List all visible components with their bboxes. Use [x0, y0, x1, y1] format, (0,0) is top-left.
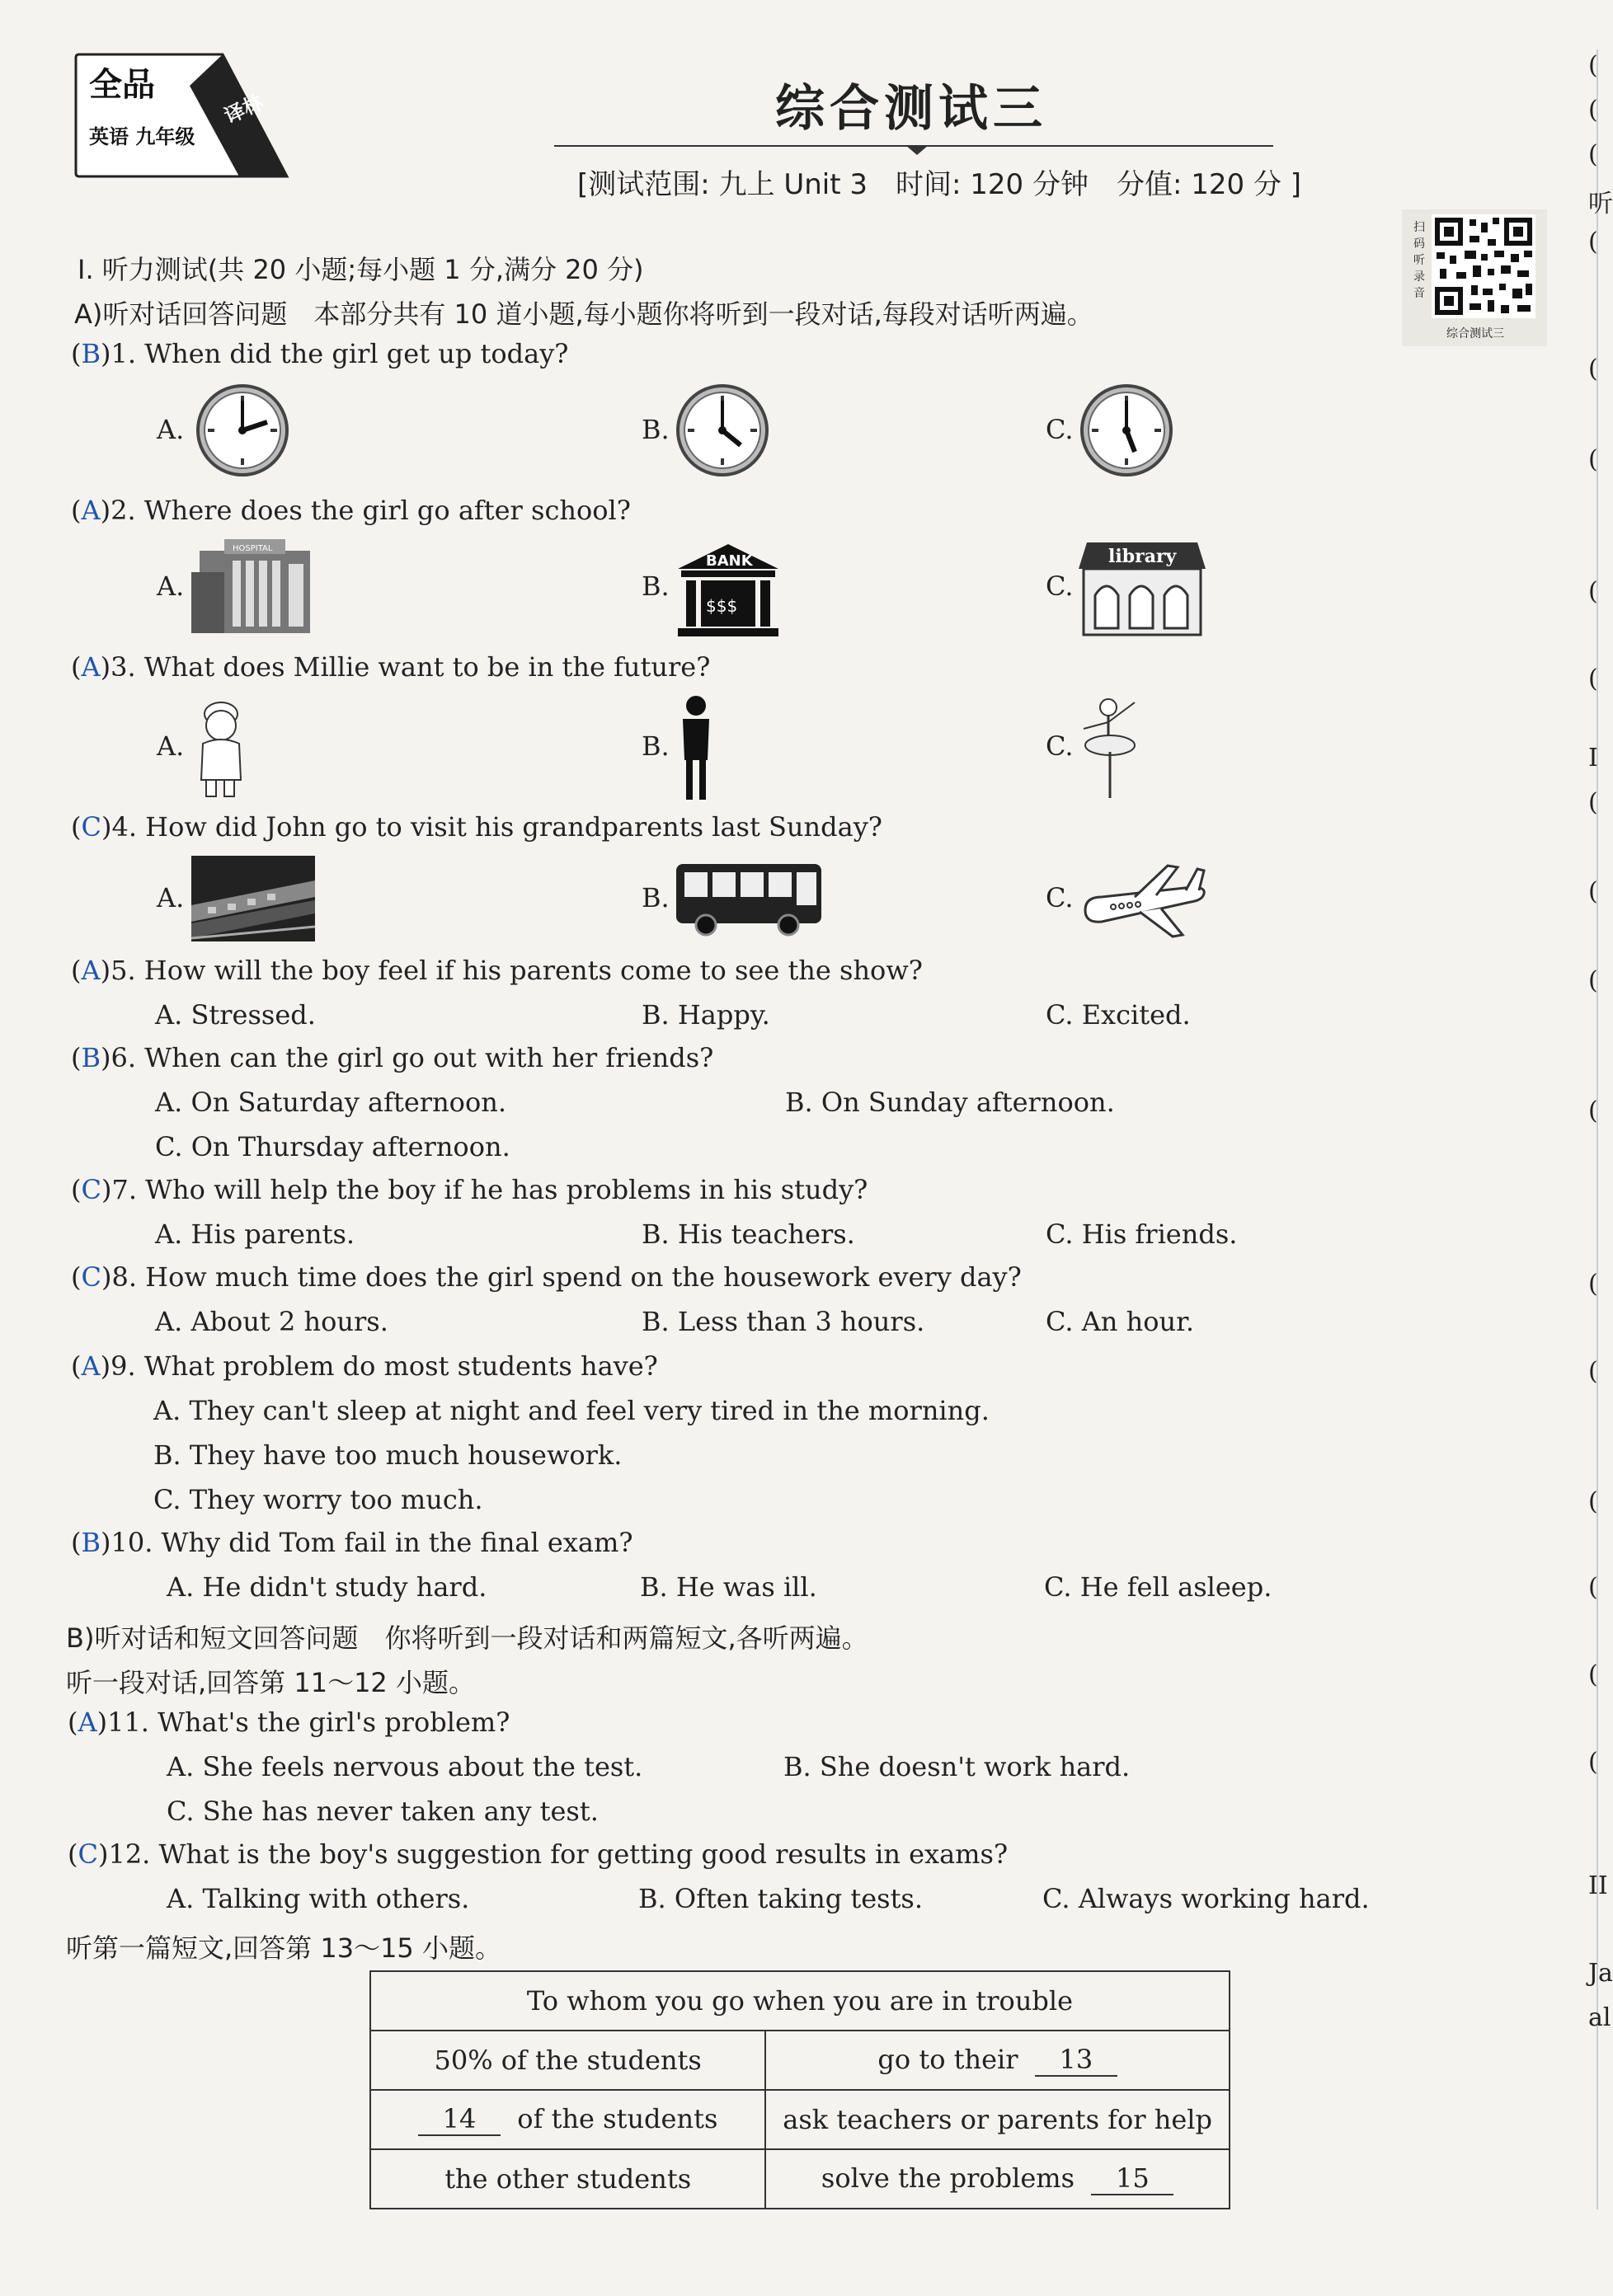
- edge-fragment: 听: [1588, 190, 1613, 218]
- edge-paren: (: [1588, 51, 1598, 80]
- q2-option-a-label[interactable]: A.: [157, 570, 185, 602]
- answer-8[interactable]: C: [81, 1261, 101, 1293]
- qr-side-text: 扫码听录音: [1413, 221, 1425, 300]
- trouble-table: [369, 1970, 1230, 2209]
- blank-15[interactable]: 15: [1091, 2162, 1173, 2195]
- bank-money-sign: $$$: [706, 596, 738, 616]
- blank-13[interactable]: 13: [1035, 2044, 1117, 2077]
- answer-9[interactable]: A: [81, 1350, 101, 1382]
- q4-option-a-label[interactable]: A.: [157, 882, 185, 913]
- edge-paren: (: [1588, 1573, 1598, 1602]
- table-r1c2: go to their 13: [765, 2031, 1230, 2090]
- q4-option-b-label[interactable]: B.: [642, 882, 670, 913]
- edge-fragment: al: [1588, 2003, 1611, 2032]
- table-r1c1: 50% of the students: [370, 2031, 765, 2090]
- edge-paren: (: [1588, 1487, 1598, 1516]
- q11-option-c[interactable]: C. She has never taken any test.: [167, 1796, 599, 1827]
- q6-option-b[interactable]: B. On Sunday afternoon.: [785, 1087, 1115, 1118]
- edge-roman: II: [1588, 1871, 1608, 1900]
- q12-option-a[interactable]: A. Talking with others.: [167, 1883, 470, 1914]
- question-4: (C)4. How did John go to visit his grandparents last Sunday?: [71, 811, 882, 843]
- q6-option-c[interactable]: C. On Thursday afternoon.: [155, 1131, 510, 1162]
- q2-option-b-label[interactable]: B.: [642, 570, 670, 602]
- question-3: (A)3. What does Millie want to be in the future?: [71, 651, 711, 683]
- qr-caption: 综合测试三: [1446, 327, 1504, 340]
- q10-option-c[interactable]: C. He fell asleep.: [1044, 1571, 1272, 1603]
- question-6: (B)6. When can the girl go out with her friends?: [71, 1042, 714, 1073]
- badge-grade: 英语 九年级: [89, 125, 195, 148]
- edge-paren: (: [1588, 1660, 1598, 1689]
- question-10: (B)10. Why did Tom fail in the final exam?: [71, 1527, 633, 1558]
- edge-paren: (: [1588, 664, 1598, 693]
- badge-publisher: 译林: [221, 90, 267, 129]
- q12-option-b[interactable]: B. Often taking tests.: [638, 1883, 924, 1914]
- badge-brand: 全品: [89, 66, 155, 104]
- bus-icon[interactable]: [673, 856, 823, 938]
- question-2: (A)2. Where does the girl go after school?: [71, 495, 631, 526]
- subway-icon[interactable]: [191, 856, 315, 941]
- question-1: (B)1. When did the girl get up today?: [71, 338, 569, 369]
- edge-fragment: Ja: [1588, 1959, 1613, 1988]
- q6-option-a[interactable]: A. On Saturday afternoon.: [155, 1087, 506, 1118]
- edge-paren: (: [1588, 228, 1598, 256]
- edge-paren: (: [1588, 877, 1598, 906]
- title-rule-marker: [905, 145, 929, 155]
- page-title: 综合测试三: [775, 80, 1047, 138]
- edge-roman: I: [1588, 744, 1598, 772]
- q3-option-b-label[interactable]: B.: [642, 730, 670, 762]
- question-5: (A)5. How will the boy feel if his parents come to see the show?: [71, 955, 923, 986]
- table-r3c2: solve the problems 15: [765, 2149, 1230, 2209]
- q9-option-a[interactable]: A. They can't sleep at night and feel very tired in the morning.: [153, 1395, 990, 1426]
- answer-12[interactable]: C: [78, 1838, 98, 1870]
- bank-sign: BANK: [706, 552, 753, 570]
- q10-option-b[interactable]: B. He was ill.: [640, 1571, 817, 1603]
- edge-paren: (: [1588, 354, 1598, 383]
- answer-2[interactable]: A: [81, 495, 101, 526]
- q8-option-c[interactable]: C. An hour.: [1046, 1306, 1195, 1337]
- hospital-icon[interactable]: [191, 539, 318, 636]
- dialog-intro: 听一段对话,回答第 11～12 小题。: [66, 1667, 475, 1698]
- q1-option-c-label[interactable]: C.: [1046, 414, 1074, 445]
- q8-option-a[interactable]: A. About 2 hours.: [155, 1306, 388, 1337]
- table-header: To whom you go when you are in trouble: [370, 1971, 1230, 2031]
- svg-text:英语 九年级: [89, 125, 195, 148]
- q4-option-c-label[interactable]: C.: [1046, 882, 1074, 913]
- edge-paren: (: [1588, 1748, 1598, 1777]
- q11-option-b[interactable]: B. She doesn't work hard.: [783, 1751, 1131, 1782]
- library-icon[interactable]: [1077, 538, 1207, 638]
- answer-10[interactable]: B: [81, 1527, 101, 1558]
- q12-option-c[interactable]: C. Always working hard.: [1042, 1883, 1370, 1914]
- answer-11[interactable]: A: [78, 1707, 97, 1738]
- passage1-intro: 听第一篇短文,回答第 13～15 小题。: [66, 1932, 501, 1964]
- q1-option-a-label[interactable]: A.: [157, 414, 185, 445]
- edge-paren: (: [1588, 140, 1598, 169]
- qr-panel[interactable]: [1402, 209, 1547, 346]
- svg-text:BANK: [706, 552, 754, 570]
- q9-option-c[interactable]: C. They worry too much.: [153, 1484, 483, 1515]
- blank-14[interactable]: 14: [418, 2103, 501, 2136]
- edge-paren: (: [1588, 445, 1598, 474]
- q8-option-b[interactable]: B. Less than 3 hours.: [642, 1306, 925, 1337]
- q11-option-a[interactable]: A. She feels nervous about the test.: [167, 1751, 643, 1782]
- q7-option-c[interactable]: C. His friends.: [1046, 1218, 1238, 1250]
- edge-paren: (: [1588, 788, 1598, 817]
- q10-option-a[interactable]: A. He didn't study hard.: [167, 1571, 487, 1603]
- partA-instructions: A)听对话回答问题 本部分共有 10 道小题,每小题你将听到一段对话,每段对话听两遍。: [74, 298, 1093, 330]
- svg-text:library: [1108, 546, 1178, 567]
- section1-heading: Ⅰ. 听力测试(共 20 小题;每小题 1 分,满分 20 分): [78, 254, 644, 285]
- q7-option-b[interactable]: B. His teachers.: [642, 1218, 855, 1250]
- q7-option-a[interactable]: A. His parents.: [155, 1218, 355, 1250]
- edge-paren: (: [1588, 1270, 1598, 1298]
- series-badge: [74, 53, 289, 180]
- clock-b-icon[interactable]: [675, 383, 770, 478]
- nurse-icon[interactable]: [191, 694, 249, 798]
- clock-c-icon[interactable]: [1079, 383, 1174, 478]
- svg-text:全品: [89, 66, 155, 104]
- edge-paren: (: [1588, 1357, 1598, 1386]
- edge-paren: (: [1588, 1096, 1598, 1125]
- table-r2c1: 14 of the students: [370, 2090, 765, 2149]
- bank-icon[interactable]: [675, 541, 782, 638]
- question-12: (C)12. What is the boy's suggestion for getting good results in exams?: [68, 1838, 1009, 1870]
- answer-5[interactable]: A: [81, 955, 101, 986]
- answer-7[interactable]: C: [81, 1174, 101, 1205]
- q2-option-c-label[interactable]: C.: [1046, 570, 1074, 602]
- library-sign: library: [1108, 546, 1177, 567]
- edge-paren: (: [1588, 96, 1598, 124]
- edge-paren: (: [1588, 966, 1598, 995]
- question-9: (A)9. What problem do most students have?: [71, 1350, 658, 1382]
- answer-4[interactable]: C: [81, 811, 101, 843]
- answer-6[interactable]: B: [81, 1042, 101, 1073]
- edge-paren: (: [1588, 577, 1598, 606]
- question-11: (A)11. What's the girl's problem?: [68, 1707, 510, 1738]
- qr-code-icon[interactable]: [1432, 214, 1535, 318]
- question-8: (C)8. How much time does the girl spend on the housework every day?: [71, 1261, 1022, 1293]
- svg-text:HOSPITAL: [233, 544, 273, 553]
- answer-1[interactable]: B: [81, 338, 101, 369]
- hospital-sign: HOSPITAL: [233, 544, 273, 553]
- q5-option-b[interactable]: B. Happy.: [642, 999, 770, 1031]
- test-scope: [测试范围: 九上 Unit 3 时间: 120 分钟 分值: 120 分 ]: [577, 168, 1301, 201]
- ballet-dancer-icon[interactable]: [1077, 694, 1143, 801]
- q3-option-a-label[interactable]: A.: [157, 730, 185, 762]
- airplane-icon[interactable]: [1077, 861, 1209, 940]
- question-7: (C)7. Who will help the boy if he has problems in his study?: [71, 1174, 868, 1205]
- clock-a-icon[interactable]: [195, 383, 290, 478]
- q5-option-c[interactable]: C. Excited.: [1046, 999, 1191, 1031]
- q1-option-b-label[interactable]: B.: [642, 414, 670, 445]
- q9-option-b[interactable]: B. They have too much housework.: [153, 1439, 623, 1471]
- table-r2c2: ask teachers or parents for help: [765, 2090, 1230, 2149]
- table-r3c1: the other students: [370, 2149, 765, 2209]
- q5-option-a[interactable]: A. Stressed.: [155, 999, 316, 1031]
- answer-3[interactable]: A: [81, 651, 101, 683]
- svg-text:$$$: [706, 596, 737, 616]
- q3-option-c-label[interactable]: C.: [1046, 730, 1074, 762]
- businesswoman-icon[interactable]: [675, 694, 716, 803]
- partB-instructions: B)听对话和短文回答问题 你将听到一段对话和两篇短文,各听两遍。: [66, 1622, 868, 1654]
